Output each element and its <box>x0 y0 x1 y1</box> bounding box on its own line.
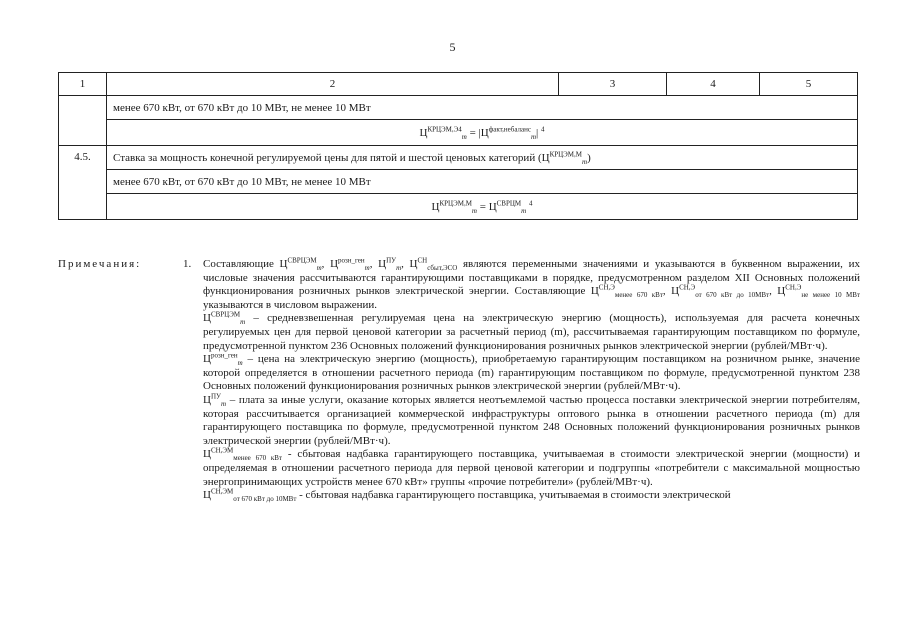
header-col-5: 5 <box>760 73 858 96</box>
notes-section <box>58 258 860 503</box>
row-text: менее 670 кВт, от 670 кВт до 10 МВт, не менее 10 МВт <box>107 96 858 120</box>
formula-krcem-m: $Ц^{КРЦЭМ,М}_m = Ц^{СВРЦМ}_m$ $^4$ <box>107 194 858 220</box>
note-paragraph: $Ц^{СН,ЭМ}_{менее 670 кВт}$ - сбытовая надбавка гарантирующего поставщика, учитываемая в стоимости электрической энергии (мощности) и определяемая в отношении расчетного периода для первой ценовой категории и подгруппы «потребители с максимальной мощностью энергопринимающих устройств менее 670 кВт» группы «прочие потребители» (рублей/МВт·ч). <box>203 446 860 488</box>
table-row <box>59 146 858 170</box>
note-paragraph: $Ц^{ПУ}_m$ – плата за иные услуги, оказание которых является неотъемлемой частью процесса поставки электрической энергии потребителям, которая рассчитывается организацией коммерческой инфраструктуры оптового рынка в отношении расчетного периода (m) для гарантирующего поставщика по формуле, предусмотренной пунктом 248 Основных положений функционирования розничных рынков электрической энергии (рублей/МВт·ч). <box>203 392 860 447</box>
table-row <box>59 170 858 194</box>
notes-body <box>203 258 860 503</box>
tariff-table <box>58 72 858 220</box>
header-col-3: 3 <box>559 73 667 96</box>
header-col-2: 2 <box>107 73 559 96</box>
note-paragraph: $Ц^{СВРЦЭМ}_m$ – средневзвешенная регулируемая цена на электрическую энергию (мощность), используемая для расчета конечных регулируемых цен для первой ценовой категории за расчетный период (m), рассчитываемая гарантирующим поставщиком по формуле, предусмотренной пунктом 236 Основных положений функционирования розничных рынков электрической энергии (рублей/МВт·ч). <box>203 310 860 352</box>
row-number: 4.5. <box>59 146 107 220</box>
notes-label: Примечания: <box>58 258 142 270</box>
header-col-4: 4 <box>667 73 760 96</box>
note-paragraph: $Ц^{СН,ЭМ}_{от 670 кВт до 10МВт}$ - сбытовая надбавка гарантирующего поставщика, учитываемая в стоимости электрической <box>203 487 731 504</box>
table-row <box>59 194 858 220</box>
notes-number: 1. <box>183 258 192 270</box>
formula-krcem-e4: $Ц^{КРЦЭМ,Э4}_m = |Ц^{факт,небаланс}_m|$ $^4$ <box>107 120 858 146</box>
note-paragraph: $Ц^{розн\_ген}_m$ – цена на электрическую энергию (мощность), приобретаемую гарантирующим поставщиком на розничном рынке, значение которой определяется в отношении расчетного периода (m) гарантирующим поставщиком по формуле, предусмотренной пунктом 238 Основных положений функционирования розничных рынков электрической энергии (рублей/МВт·ч). <box>203 351 860 393</box>
table-row <box>59 120 858 146</box>
row-text: Ставка за мощность конечной регулируемой цены для пятой и шестой ценовых категорий $(Ц^{КРЦЭМ,М}_m)$ <box>107 146 858 170</box>
row-text: менее 670 кВт, от 670 кВт до 10 МВт, не менее 10 МВт <box>107 170 858 194</box>
table-header-row <box>59 73 858 96</box>
note-paragraph: Составляющие $Ц^{СВРЦЭМ}_m$, $Ц^{розн\_ген}_m$, $Ц^{ПУ}_m$, $Ц^{СН}_{сбыт,ЭСО}$ являются переменными значениями и указываются в буквенном выражении, их числовые значения рассчитываются гарантирующими поставщиками в порядке, предусмотренном разделом XII Основных положений функционирования розничных рынков электрической энергии. Составляющие $Ц^{СН,Э}_{менее 670 кВт}$, $Ц^{СН,Э}_{от 670 кВт до 10МВт}$, $Ц^{СН,Э}_{не менее 10 МВт}$ указываются в числовом выражении. <box>203 256 861 311</box>
row-number <box>59 96 107 146</box>
header-col-1: 1 <box>59 73 107 96</box>
page-number: 5 <box>449 40 456 54</box>
table-row <box>59 96 858 120</box>
